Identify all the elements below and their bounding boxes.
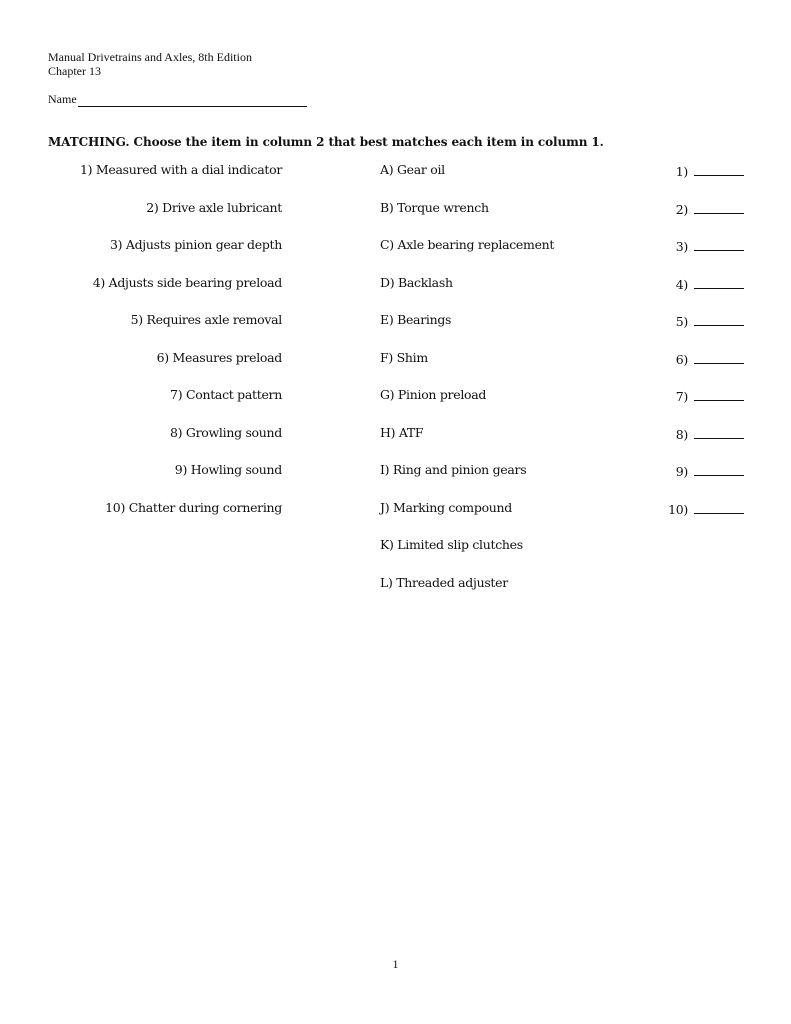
column2-item: J) Marking compound — [380, 500, 512, 515]
answer-number: 8) — [675, 427, 688, 442]
answer-blank[interactable] — [694, 387, 744, 401]
answer-number: 3) — [675, 239, 688, 254]
answer-field — [660, 200, 746, 217]
answer-field — [660, 500, 746, 517]
matching-row — [0, 575, 791, 595]
answer-blank[interactable] — [694, 237, 744, 251]
column1-item: 6) Measures preload — [156, 350, 282, 365]
answer-field — [660, 162, 746, 179]
column2-item: C) Axle bearing replacement — [380, 237, 555, 252]
answer-field — [660, 425, 746, 442]
answer-blank[interactable] — [694, 462, 744, 476]
name-label: Name — [48, 92, 77, 106]
column1-item: 1) Measured with a dial indicator — [80, 162, 282, 177]
answer-number: 4) — [675, 277, 688, 292]
answer-number: 2) — [675, 202, 688, 217]
column1-item: 8) Growling sound — [170, 425, 282, 440]
chapter-label: Chapter 13 — [48, 64, 101, 78]
answer-number: 6) — [675, 352, 688, 367]
answer-number: 5) — [675, 314, 688, 329]
answer-number: 10) — [668, 502, 688, 517]
column1-item: 5) Requires axle removal — [130, 312, 282, 327]
answer-field — [660, 237, 746, 254]
column1-item: 3) Adjusts pinion gear depth — [109, 237, 282, 252]
answer-blank[interactable] — [694, 200, 744, 214]
answer-blank[interactable] — [694, 350, 744, 364]
column1-item: 4) Adjusts side bearing preload — [92, 275, 282, 290]
document-header — [48, 50, 252, 78]
matching-row — [0, 537, 791, 557]
answer-number: 7) — [675, 389, 688, 404]
matching-row — [0, 237, 791, 257]
answer-field — [660, 387, 746, 404]
column2-item: B) Torque wrench — [380, 200, 489, 215]
instructions: MATCHING. Choose the item in column 2 that best matches each item in column 1. — [48, 135, 604, 149]
matching-row — [0, 312, 791, 332]
column1-item: 9) Howling sound — [174, 462, 282, 477]
answer-blank[interactable] — [694, 275, 744, 289]
answer-field — [660, 275, 746, 292]
column1-item: 10) Chatter during cornering — [105, 500, 282, 515]
column2-item: A) Gear oil — [380, 162, 445, 177]
book-title: Manual Drivetrains and Axles, 8th Edition — [48, 50, 252, 64]
matching-row — [0, 200, 791, 220]
matching-row — [0, 500, 791, 520]
name-row — [48, 92, 307, 107]
column2-item: F) Shim — [380, 350, 428, 365]
answer-blank[interactable] — [694, 312, 744, 326]
column2-item: E) Bearings — [380, 312, 452, 327]
answer-field — [660, 350, 746, 367]
matching-row — [0, 425, 791, 445]
column1-item: 7) Contact pattern — [170, 387, 282, 402]
answer-blank[interactable] — [694, 425, 744, 439]
matching-row — [0, 162, 791, 182]
matching-row — [0, 462, 791, 482]
answer-number: 9) — [675, 464, 688, 479]
column2-item: K) Limited slip clutches — [380, 537, 523, 552]
page-number: 1 — [392, 957, 399, 971]
column2-item: G) Pinion preload — [380, 387, 487, 402]
column2-item: H) ATF — [380, 425, 424, 440]
matching-row — [0, 387, 791, 407]
column2-item: D) Backlash — [380, 275, 453, 290]
answer-field — [660, 462, 746, 479]
answer-blank[interactable] — [694, 162, 744, 176]
column2-item: I) Ring and pinion gears — [380, 462, 527, 477]
matching-row — [0, 350, 791, 370]
answer-field — [660, 312, 746, 329]
column1-item: 2) Drive axle lubricant — [146, 200, 282, 215]
answer-blank[interactable] — [694, 500, 744, 514]
column2-item: L) Threaded adjuster — [380, 575, 508, 590]
answer-number: 1) — [675, 164, 688, 179]
matching-row — [0, 275, 791, 295]
name-blank[interactable] — [78, 94, 307, 107]
